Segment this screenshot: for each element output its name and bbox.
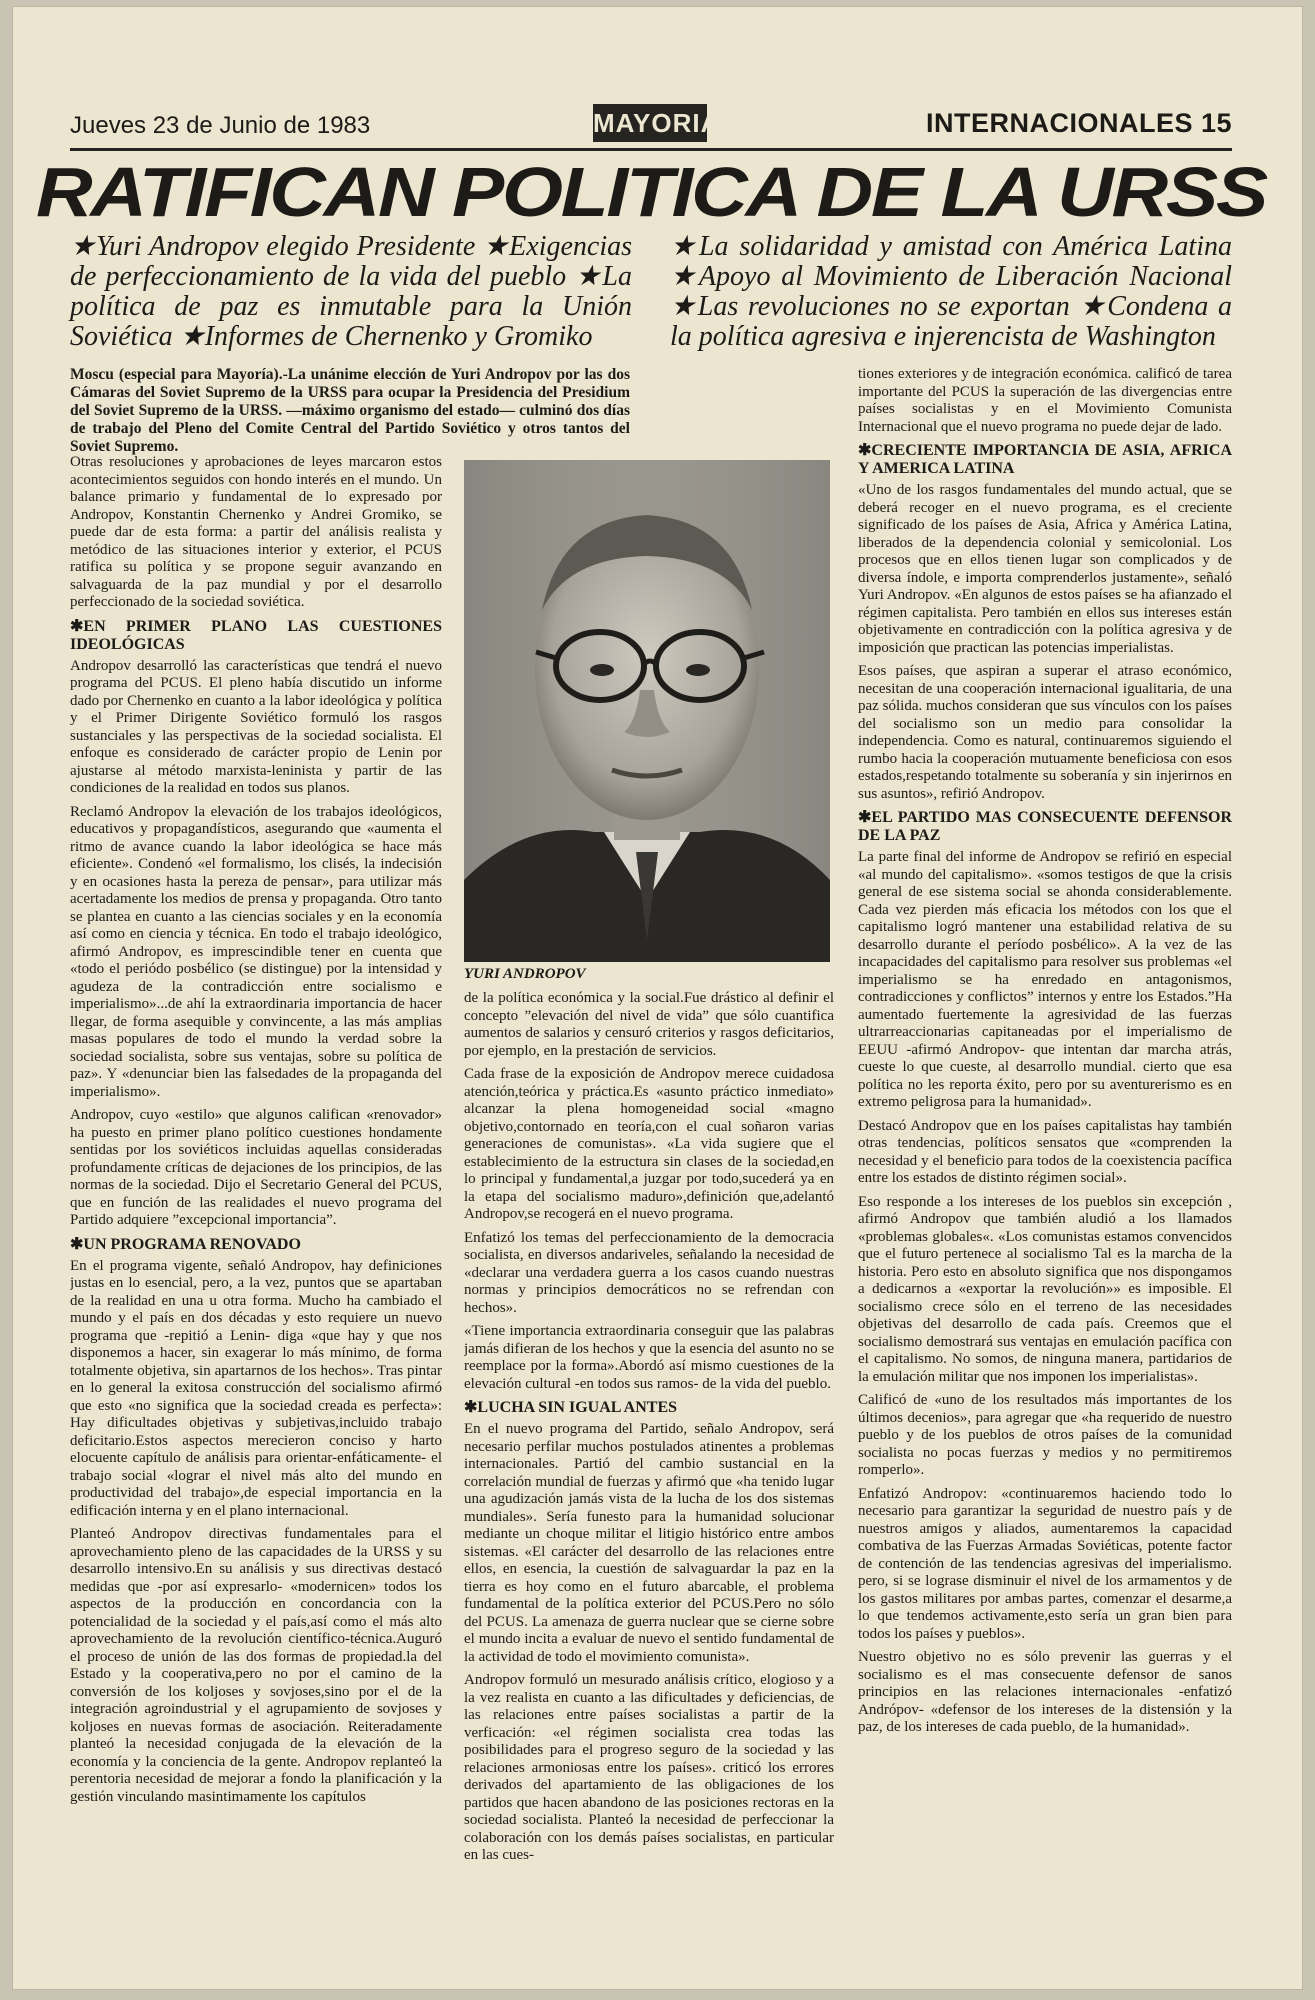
headline: RATIFICAN POLITICA DE LA URSS xyxy=(35,153,1267,231)
paragraph: Andropov desarrolló las características que tendrá el nuevo programa del PCUS. El pleno había discutido un informe dado por Chernenko en cuanto a la labor ideológica y política y el Primer Dirigente Soviético formuló los rasgos sustanciales y las perspectivas de la sociedad socialista. El enfoque es considerado de carácter propio de Lenin por ajustarse al método marxista-leninista y partir de las condiciones de la realidad en todos sus planos. xyxy=(70,657,442,796)
paragraph: Reclamó Andropov la elevación de los trabajos ideológicos, educativos y propagandísticos, asegurando que «aumenta el ritmo de avance cuando la labor ideológica se hace más eficiente». Condenó «el formalismo, los clisés, la indecisión y en ocasiones hasta la pereza de pensar», para utilizar más acertadamente los medios de prensa y propaganda. Otro tanto se plantea en cuanto a las ciencias sociales y en la economía así como en ciencia y técnica. En todo el trabajo ideológico, afirmó Andropov, es imprescindible tener en cuenta que «todo el periódo posbélico (se distingue) por la intensidad y agudeza de la contradicción entre socialismo e imperialismo»...de ahí la extraordinaria importancia de hacer llegar, de forma asequible y convincente, a las más amplias masas populares de todo el mundo la verdad sobre la sociedad socialista, sobre sus ventajas, sobre su política de paz». Y «denunciar bien las falsedades de la propaganda del imperialismo». xyxy=(70,803,442,1100)
section-page-label: INTERNACIONALES 15 xyxy=(925,108,1232,138)
paragraph: de la política económica y la social.Fue drástico al definir el concepto ”elevación del nivel de vida” que sólo cuantifica aumentos de salarios y censuró criterios y rasgos deficitarios, por ejemplo, en la prestación de servicios. xyxy=(464,990,834,1059)
subheading: ✱EN PRIMER PLANO LAS CUESTIONES IDEOLÓGICAS xyxy=(70,617,442,653)
article-column-2 xyxy=(464,990,834,1906)
paragraph: Enfatizó Andropov: «continuaremos haciendo todo lo necesario para garantizar la seguridad de nuestro país y de nuestros amigos y aliados, aumentaremos la capacidad combativa de las Fuerzas Armadas Soviéticas, potente factor de contención de las tendencias agresivas del imperialismo. pero, si se lograse disminuir el nivel de los armamentos y de los gastos militares por ambas partes, comenzar el desarme,a lo que tendemos activamente,esto sería un gran bien para todos los países y pueblos». xyxy=(858,1485,1232,1642)
paragraph: Eso responde a los intereses de los pueblos sin excepción , afirmó Andropov que también aludió a los llamados «problemas globales«. «Los comunistas estamos convencidos que el futuro pertenece al socialismo Tal es la marcha de la historia. Pero esto en absoluto significa que nos dispongamos a dedicarnos a «exportar la revolución»» es imposible. El socialismo crece sólo en el terreno de las necesidades objetivas del desarrollo de cada país. Creemos que el socialismo demostrará sus ventajas en emulación pacífica con el capitalismo. No somos, de ninguna manera, partidarios de la emulación militar que nos imponen los imperialistas». xyxy=(858,1193,1232,1385)
lead-paragraph: Moscu (especial para Mayoría).-La unánime elección de Yuri Andropov por las dos Cámaras del Soviet Supremo de la URSS para ocupar la Presidencia del Presidium del Soviet Supremo de la URSS. —máximo organismo del estado— culminó dos días de trabajo del Pleno del Comite Central del Partido Soviético y otros tantos del Soviet Supremo. xyxy=(70,366,630,455)
masthead xyxy=(70,104,1232,150)
portrait-illustration xyxy=(464,460,830,962)
paragraph: En el programa vigente, señaló Andropov, hay definiciones justas en lo esencial, pero, a la vez, puntos que se apartaban de la realidad en una u otra forma. Mucho ha cambiado el mundo y el país en dos décadas y esto requiere un nuevo programa que -repitió a Lenin- diga «que hay y que nos disponemos a hacer, sin exagerar lo más mínimo, de forma totalmente objetiva, sin apartarnos de los hechos». Tras pintar en lo general la exitosa construcción del socialismo afirmó que esto «no significa que la sociedad creada es perfecta»: Hay dificultades objetivas y subjetivas,incluido trabajo deficitario.Estos aspectos merecieron conciso y harto elocuente capítulo de análisis para orientar-enfáticamente- el trabajo social «lograr el nivel más alto del mundo en productividad del trabajo»,de especial importancia en la edificación interna y en el plano internacional. xyxy=(70,1257,442,1519)
subheading: ✱UN PROGRAMA RENOVADO xyxy=(70,1235,301,1253)
subheading: ✱LUCHA SIN IGUAL ANTES xyxy=(464,1399,678,1416)
issue-date: Jueves 23 de Junio de 1983 xyxy=(70,112,371,139)
paragraph: Planteó Andropov directivas fundamentales para el aprovechamiento pleno de las capacidades de la URSS y su desarrollo intensivo.En su análisis y sus directivas destacó medidas que -por así expresarlo- «modernicen» todos los aspectos de la producción en concordancia con la potencialidad de la sociedad y el país,así como el más alto aprovechamiento de la revolución científico-técnica.Auguró el proceso de unión de las dos formas de propiedad.la del Estado y la cooperativa,pero no por el camino de la conversión de los koljoses y sovjoses,sino por el de la integración agroindustrial y el agrupamiento de sovjoses y koljoses en nuevas formas de asociación. Reiteradamente planteó la necesidad conjugada de la elevación de la economía y la conciencia de la gente. Andropov replanteó la perentoria necesidad de mejorar a fondo la planificación y la gestión vinculando masintimamente los capítulos xyxy=(70,1526,442,1805)
paragraph: «Tiene importancia extraordinaria conseguir que las palabras jamás difieran de los hechos y que la esencia del asunto no se reemplace por la forma».Abordó así mismo cuestiones de la elevación cultural -en todos sus ramos- de la vida del pueblo. xyxy=(464,1323,834,1392)
paragraph: Calificó de «uno de los resultados más importantes de los últimos decenios», para agregar que «ha requerido de nuestro pueblo y de los pueblos de otros países de la comunidad socialista no pocas fuerzas y medios y no permitiremos romperlo». xyxy=(858,1392,1232,1478)
masthead-rule xyxy=(70,148,1232,151)
paragraph: Cada frase de la exposición de Andropov merece cuidadosa atención,teórica y práctica.Es «asunto práctico inmediato» alcanzar la plena homogeneidad social «magno objetivo,contornado en teoría,con el cual soñaron varias generaciones de comunistas». «La vida sugiere que el establecimiento de la estructura sin clases de la sociedad,en lo principal y fundamental,a juzgar por todo,sucederá ya en la etapa del socialismo maduro»,definición que,adelantó Andropov,se recogerá en el nuevo programa. xyxy=(464,1066,834,1222)
paragraph: En el nuevo programa del Partido, señalo Andropov, será necesario perfilar muchos postulados atinentes a problemas internacionales. Partió del cambio sustancial en la correlación mundial de fuerzas y afirmó que «ha tenido lugar una agudización jamás vista de la lucha de los dos sistemas mundiales». Sería funesto para la humanidad solucionar mediante un choque militar el litigio histórico entre ambos sistemas. «El carácter del desarrollo de las relaciones entre ellos, en esencia, la cuestión de salvaguardar la paz en la tierra es hoy como en el futuro abarcable, el problema fundamental de la política exterior del PCUS.Pero no sólo del PCUS. La amenaza de guerra nuclear que se cierne sobre el mundo incita a evaluar de nuevo el sentido fundamental de la actividad de todo el movimiento comunista». xyxy=(464,1421,834,1665)
paragraph: Andropov, cuyo «estilo» que algunos califican «renovador» ha puesto en primer plano político cuestiones hondamente sentidas por los soviéticos incluidas aquellas consideradas profundamente críticas de dejaciones de los principios, de las normas de la sociedad. Dijo el Secretario General del PCUS, que en función de las realidades el nuevo programa del Partido adquiere ”excepcional importancia”. xyxy=(70,1107,442,1228)
article-column-3 xyxy=(858,366,1232,1906)
paragraph: «Uno de los rasgos fundamentales del mundo actual, que se deberá recoger en el nuevo programa, es el creciente significado de los países de Asia, Africa y América Latina, liberados de la dependencia colonial y semicolonial. Los procesos que en ellos tienen lugar son complicados y de diversa índole, e importa comprenderlos justamente», señaló Yuri Andropov. «En algunos de estos países se ha afianzado el régimen capitalista. Pero también en ellos sus intereses están objetivamente en contradicción con la política agresiva y de imposición que practican las potencias imperialistas. xyxy=(858,482,1232,656)
paragraph: Andropov formuló un mesurado análisis crítico, elogioso y a la vez realista en cuanto a las dificultades y deficiencias, de las relaciones entre países socialistas a partir de la verficación: «el régimen socialista crea todas las posibilidades para el progreso seguro de la sociedad y las relaciones armoniosas entre los países». criticó los errores derivados del apartamiento de las obligaciones de los partidos que hacen abandono de las posiciones rectoras en la sociedad socialista. Planteó la necesidad de perfeccionar la colaboración con los demás países socialistas, en particular en las cues- xyxy=(464,1672,834,1863)
photo-caption: YURI ANDROPOV xyxy=(464,966,586,982)
subheading: ✱CRECIENTE IMPORTANCIA DE ASIA, AFRICA Y AMERICA LATINA xyxy=(858,442,1232,477)
paragraph: Enfatizó los temas del perfeccionamiento de la democracia socialista, en diversos andariveles, señalando la necesidad de «declarar una verdadera guerra a los casos cuando nuestras normas y principios democráticos no se refrendan con hechos». xyxy=(464,1229,834,1316)
newspaper-logo: MAYORIA xyxy=(593,104,707,142)
paragraph: Esos países, que aspiran a superar el atraso económico, necesitan de una cooperación internacional igualitaria, de una paz sólida. muchos consideran que sus vínculos con los países del socialismo son un medio para consolidar la independencia. Como es natural, continuaremos siguiendo el rumbo hacia la cooperación mutuamente beneficiosa con esos estados,respetando totalmente su soberanía y sin injerirnos en sus asuntos», refirió Andropov. xyxy=(858,663,1232,802)
article-column-1 xyxy=(70,454,442,1904)
paragraph: Otras resoluciones y aprobaciones de leyes marcaron estos acontecimientos seguidos con hondo interés en el mundo. Un balance primario y fundamental de lo expresado por Andropov, Konstantin Chernenko y Andrei Gromiko, se puede dar de esta forma: a partir del análisis realista y metódico de las situaciones interior y exterior, el PCUS ratifica su política y se propone seguir avanzando en salvaguarda de la paz mundial y por el desarrollo perfeccionado de la sociedad soviética. xyxy=(70,454,442,610)
paragraph: tiones exteriores y de integración económica. calificó de tarea importante del PCUS la superación de las divergencias entre países socialistas y en el Movimiento Comunista Internacional que el nuevo programa no puede dejar de lado. xyxy=(858,366,1232,435)
paragraph: Nuestro objetivo no es sólo prevenir las guerras y el socialismo es el mas consecuente defensor de sanos principios en las relaciones internacionales -enfatizó Andrópov- «defensor de los intereses de la distensión y la paz, de los intereses de cada pueblo, de la humanidad». xyxy=(858,1649,1232,1735)
paragraph: La parte final del informe de Andropov se refirió en especial «al mundo del capitalismo». «somos testigos de que la crisis general de ese sistema social se ahonda considerablemente. Cada vez pierden más eficacia los métodos con los que el capitalismo logró mantener una estabilidad relativa de su desarrollo durante el período posbélico». A la vez de las incapacidades del capitalismo para resolver sus problemas «el imperialismo se ha enredado en antagonismos, contradicciones y conflictos” internos y entre los Estados.”Ha aumentado fuertemente la agresividad de las fuerzas ultrarreaccionarias capitaneadas por el imperialismo de EEUU -afirmó Andropov- que intentan dar marcha atrás, cueste lo que cueste, al desarrollo mundial. cierto que esa política no les reporta éxito, pero por su aventurerismo es en extremo peligrosa para la humanidad». xyxy=(858,849,1232,1110)
subheading: ✱EL PARTIDO MAS CONSECUENTE DEFENSOR DE LA PAZ xyxy=(858,809,1232,844)
deck-left: ★Yuri Andropov elegido Presidente ★Exigencias de perfeccionamiento de la vida del pueblo ★La política de paz es inmutable para la Unión Soviética ★Informes de Chernenko y Gromiko xyxy=(70,231,632,352)
paragraph: Destacó Andropov que en los países capitalistas hay también otras tendencias, políticos sensatos que «comprenden la necesidad y el beneficio para todos de la coexistencia pacífica entre los estados de distinto régimen social». xyxy=(858,1117,1232,1186)
deck-right: ★La solidaridad y amistad con América Latina ★Apoyo al Movimiento de Liberación Nacional ★Las revoluciones no se exportan ★Condena a la política agresiva e injerencista de Washington xyxy=(670,231,1232,352)
portrait-photo xyxy=(464,460,830,962)
